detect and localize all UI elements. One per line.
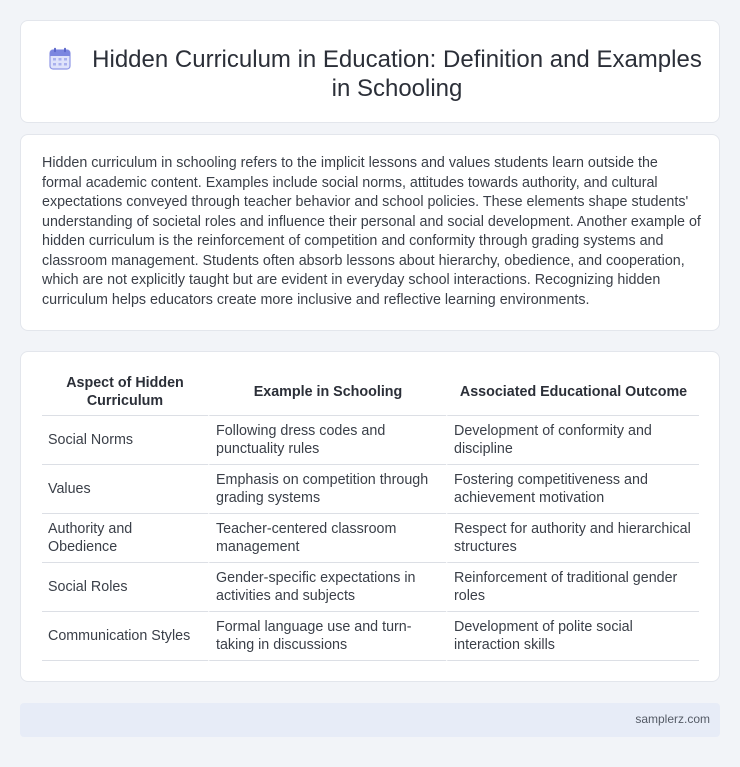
table-cell-example: Following dress codes and punctuality rules: [208, 416, 446, 465]
table-cell-aspect: Authority and Obedience: [42, 514, 208, 563]
intro-card: [20, 134, 720, 331]
table-cell-aspect: Communication Styles: [42, 612, 208, 661]
column-header-aspect: Aspect of Hidden Curriculum: [42, 368, 208, 416]
table-header-row: [42, 368, 699, 416]
table-cell-outcome: Fostering competitiveness and achievement motivation: [446, 465, 699, 514]
page-title: Hidden Curriculum in Education: Definition and Examples in Schooling: [92, 46, 702, 102]
footer-bar: [20, 703, 720, 737]
column-header-outcome: Associated Educational Outcome: [446, 368, 699, 416]
table-row: [42, 563, 699, 612]
table-row: [42, 416, 699, 465]
table-cell-example: Formal language use and turn-taking in discussions: [208, 612, 446, 661]
table-cell-aspect: Values: [42, 465, 208, 514]
table-cell-outcome: Development of polite social interaction skills: [446, 612, 699, 661]
table-cell-outcome: Reinforcement of traditional gender roles: [446, 563, 699, 612]
table-cell-outcome: Development of conformity and discipline: [446, 416, 699, 465]
table-cell-example: Gender-specific expectations in activities and subjects: [208, 563, 446, 612]
hidden-curriculum-table: [42, 368, 699, 661]
intro-paragraph: Hidden curriculum in schooling refers to the implicit lessons and values students learn outside the formal academic content. Examples include social norms, attitudes towards authority, and cultural expectations conveyed through teacher behavior and school policies. These elements shape students' understanding of societal roles and influence their personal and social development. Another example of hidden curriculum is the reinforcement of competition and conformity through grading systems and classroom management. Students often absorb lessons about hierarchy, obedience, and cooperation, which are not explicitly taught but are evident in everyday school interactions. Recognizing hidden curriculum helps educators create more inclusive and reflective learning environments.: [42, 155, 701, 308]
table-row: [42, 514, 699, 563]
source-link[interactable]: samplerz.com: [635, 712, 710, 726]
table-cell-outcome: Respect for authority and hierarchical structures: [446, 514, 699, 563]
table-cell-example: Emphasis on competition through grading systems: [208, 465, 446, 514]
table-cell-aspect: Social Norms: [42, 416, 208, 465]
table-card: [20, 351, 720, 682]
calendar-icon: [48, 47, 72, 71]
table-cell-example: Teacher-centered classroom management: [208, 514, 446, 563]
column-header-example: Example in Schooling: [208, 368, 446, 416]
table-row: [42, 465, 699, 514]
title-card: [20, 20, 720, 123]
table-row: [42, 612, 699, 661]
table-cell-aspect: Social Roles: [42, 563, 208, 612]
